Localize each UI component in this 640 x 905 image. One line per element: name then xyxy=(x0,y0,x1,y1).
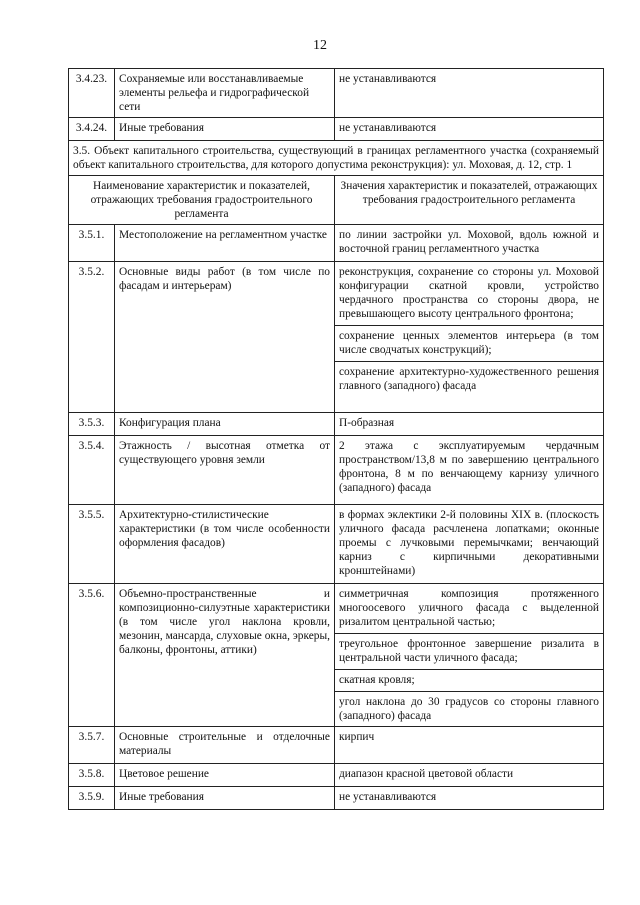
row-value-cell xyxy=(335,436,604,505)
row-name: Этажность / высотная отметка от существующего уровня земли xyxy=(115,436,335,505)
row-number: 3.5.7. xyxy=(69,727,115,764)
row-name: Архитектурно-стилистические характеристики (в том числе особенности оформления фасадов) xyxy=(115,505,335,584)
table-row xyxy=(69,787,604,810)
column-header-left: Наименование характеристик и показателей, отражающих требования градостроительного регламента xyxy=(69,176,335,225)
row-number: 3.5.9. xyxy=(69,787,115,810)
table-row xyxy=(69,262,604,413)
row-number: 3.5.5. xyxy=(69,505,115,584)
row-number: 3.5.3. xyxy=(69,413,115,436)
row-number: 3.5.1. xyxy=(69,225,115,262)
row-value-cell xyxy=(335,413,604,436)
column-header-right: Значения характеристик и показателей, отражающих требования градостроительного регламента xyxy=(335,176,604,225)
row-value: не устанавливаются xyxy=(335,118,604,141)
table-row xyxy=(69,436,604,505)
table-row xyxy=(69,505,604,584)
row-value: П-образная xyxy=(339,417,395,429)
row-number: 3.5.8. xyxy=(69,764,115,787)
row-value-cell xyxy=(335,225,604,262)
row-value: реконструкция, сохранение со стороны ул. Моховой конфигурации скатной кровли, устройство чердачного пространства со стороны двора, не превышающего высоту центрального фронтона; xyxy=(339,266,599,320)
row-value: 2 этажа с эксплуатируемым чердачным пространством/13,8 м по завершению центрального фронтона, 8 м по венчающему карнизу уличного (западного) фасада xyxy=(339,440,599,494)
row-number: 3.5.6. xyxy=(69,584,115,727)
row-value: симметричная композиция протяженного многоосевого уличного фасада с выделенной ризалитом центральной частью; xyxy=(339,588,599,628)
section-heading: 3.5. Объект капитального строительства, существующий в границах регламентного участка (сохраняемый объект капитального строительства, для которого допустима реконструкция): ул. Моховая, д. 12, стр. 1 xyxy=(69,141,604,176)
row-name: Конфигурация плана xyxy=(115,413,335,436)
row-value: сохранение архитектурно-художественного решения главного (западного) фасада xyxy=(335,361,603,393)
row-number: 3.4.24. xyxy=(69,118,115,141)
row-name: Иные требования xyxy=(115,787,335,810)
page-number: 12 xyxy=(313,38,327,53)
row-value: угол наклона до 30 градусов со стороны главного (западного) фасада xyxy=(335,691,603,723)
row-name: Местоположение на регламентном участке xyxy=(115,225,335,262)
row-name: Основные строительные и отделочные материалы xyxy=(115,727,335,764)
table-row xyxy=(69,225,604,262)
table-row xyxy=(69,584,604,727)
row-number: 3.4.23. xyxy=(69,69,115,118)
row-value: диапазон красной цветовой области xyxy=(339,768,514,780)
row-value: не устанавливаются xyxy=(335,69,604,118)
table-row xyxy=(69,69,604,118)
row-name: Основные виды работ (в том числе по фасадам и интерьерам) xyxy=(115,262,335,413)
row-value: в формах эклектики 2-й половины XIX в. (плоскость уличного фасада расчленена лопатками; оконные проемы с лучковыми перемычками; венчающий карниз с кирпичными декоративными кронштейнами) xyxy=(339,509,599,577)
row-value-cell xyxy=(335,727,604,764)
row-value: скатная кровля; xyxy=(335,669,603,687)
row-value-cell xyxy=(335,505,604,584)
regulation-table xyxy=(68,68,604,810)
row-number: 3.5.2. xyxy=(69,262,115,413)
column-header-row xyxy=(69,176,604,225)
section-heading-row xyxy=(69,141,604,176)
row-value-cell xyxy=(335,764,604,787)
table-row xyxy=(69,727,604,764)
row-value: по линии застройки ул. Моховой, вдоль южной и восточной границ регламентного участка xyxy=(339,229,599,255)
row-value-cell xyxy=(335,262,604,413)
table-row xyxy=(69,413,604,436)
row-name: Иные требования xyxy=(115,118,335,141)
table-row xyxy=(69,118,604,141)
table-row xyxy=(69,764,604,787)
row-number: 3.5.4. xyxy=(69,436,115,505)
row-value-cell xyxy=(335,584,604,727)
row-name: Сохраняемые или восстанавливаемые элементы рельефа и гидрографической сети xyxy=(115,69,335,118)
row-value: кирпич xyxy=(339,731,375,743)
row-name: Объемно-пространственные и композиционно-силуэтные характеристики (в том числе угол наклона кровли, мезонин, мансарда, слуховые окна, эркеры, балконы, фронтоны, аттики) xyxy=(115,584,335,727)
row-value: треугольное фронтонное завершение ризалита в центральной части уличного фасада; xyxy=(335,633,603,665)
row-value: сохранение ценных элементов интерьера (в том числе сводчатых конструкций); xyxy=(335,325,603,357)
row-name: Цветовое решение xyxy=(115,764,335,787)
row-value: не устанавливаются xyxy=(339,791,437,803)
row-value-cell xyxy=(335,787,604,810)
